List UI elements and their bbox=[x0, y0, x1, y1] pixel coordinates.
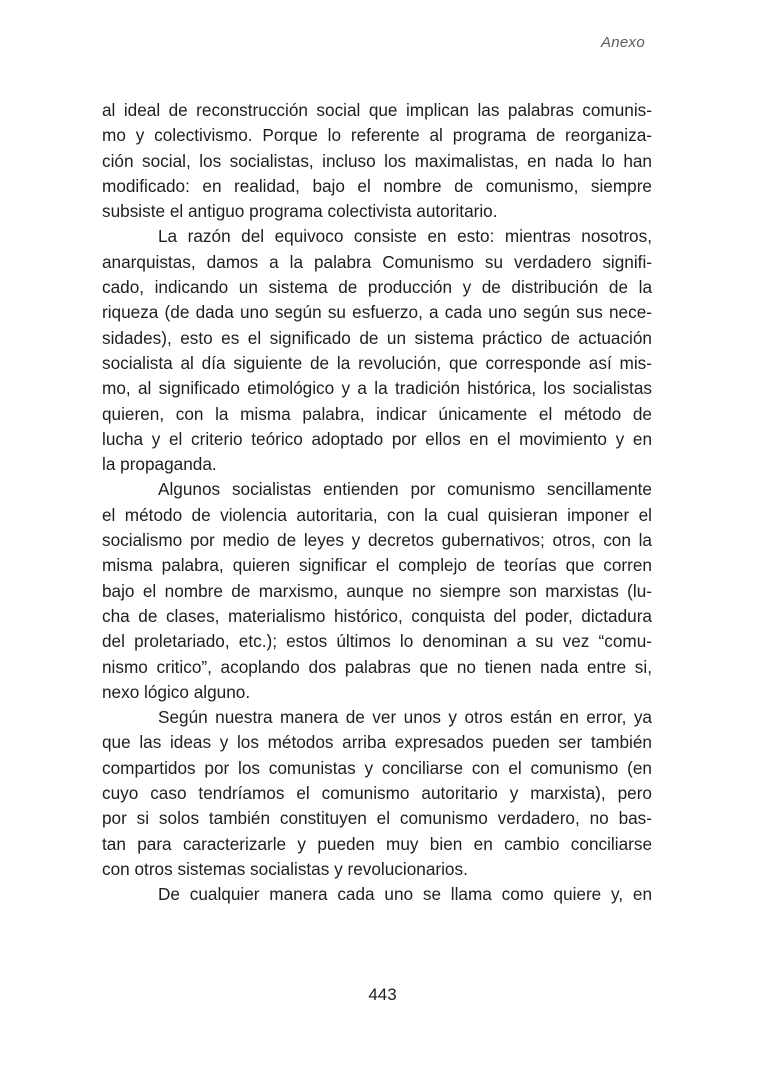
paragraph bbox=[102, 98, 652, 224]
paragraph bbox=[102, 705, 652, 882]
paragraph bbox=[102, 882, 652, 907]
text-line: mo y colectivismo. Porque lo referente al programa de reorganiza- bbox=[102, 125, 652, 146]
text-line: lucha y el criterio teórico adoptado por ellos en el movimiento y en bbox=[102, 428, 652, 449]
text-line: Algunos socialistas entienden por comunismo sencillamente bbox=[158, 479, 652, 500]
text-line: socialista al día siguiente de la revolución, que corresponde así mis- bbox=[102, 352, 652, 373]
text-line: cuyo caso tendríamos el comunismo autoritario y marxista), pero bbox=[102, 783, 652, 804]
text-line: ción social, los socialistas, incluso los maximalistas, en nada lo han bbox=[102, 150, 652, 171]
text-line: quieren, con la misma palabra, indicar únicamente el método de bbox=[102, 403, 652, 424]
paragraph bbox=[102, 477, 652, 705]
paragraph bbox=[102, 224, 652, 477]
text-line: el método de violencia autoritaria, con la cual quisieran imponer el bbox=[102, 504, 652, 525]
body-text bbox=[102, 98, 652, 908]
text-line: cha de clases, materialismo histórico, conquista del poder, dictadura bbox=[102, 605, 652, 626]
text-line: tan para caracterizarle y pueden muy bien en cambio conciliarse bbox=[102, 833, 652, 854]
text-line: De cualquier manera cada uno se llama como quiere y, en bbox=[158, 884, 652, 905]
text-line: bajo el nombre de marxismo, aunque no siempre son marxistas (lu- bbox=[102, 580, 652, 601]
text-line: Según nuestra manera de ver unos y otros están en error, ya bbox=[158, 707, 652, 728]
text-line: del proletariado, etc.); estos últimos lo denominan a su vez “comu- bbox=[102, 631, 652, 652]
text-line: que las ideas y los métodos arriba expresados pueden ser también bbox=[102, 732, 652, 753]
text-line: mo, al significado etimológico y a la tradición histórica, los socialistas bbox=[102, 378, 652, 399]
running-header: Anexo bbox=[600, 34, 645, 51]
page-number: 443 bbox=[368, 985, 397, 1004]
text-line: compartidos por los comunistas y conciliarse con el comunismo (en bbox=[102, 757, 652, 778]
text-line: por si solos también constituyen el comunismo verdadero, no bas- bbox=[102, 808, 652, 829]
text-line: riqueza (de dada uno según su esfuerzo, a cada uno según sus nece- bbox=[102, 302, 652, 323]
text-line: nismo critico”, acoplando dos palabras que no tienen nada entre si, bbox=[102, 656, 652, 677]
text-line: anarquistas, damos a la palabra Comunismo su verdadero signifi- bbox=[102, 251, 652, 272]
text-line: la propaganda. bbox=[102, 454, 217, 475]
text-line: modificado: en realidad, bajo el nombre de comunismo, siempre bbox=[102, 175, 652, 196]
text-line: cado, indicando un sistema de producción y de distribución de la bbox=[102, 277, 652, 298]
text-line: al ideal de reconstrucción social que implican las palabras comunis- bbox=[102, 100, 652, 120]
text-line: sidades), esto es el significado de un sistema práctico de actuación bbox=[102, 327, 652, 348]
text-line: La razón del equivoco consiste en esto: mientras nosotros, bbox=[158, 226, 652, 247]
text-line: nexo lógico alguno. bbox=[102, 681, 251, 702]
text-line: socialismo por medio de leyes y decretos gubernativos; otros, con la bbox=[102, 530, 652, 551]
text-line: misma palabra, quieren significar el complejo de teorías que corren bbox=[102, 555, 652, 576]
text-line: con otros sistemas socialistas y revolucionarios. bbox=[102, 858, 468, 879]
text-line: subsiste el antiguo programa colectivista autoritario. bbox=[102, 201, 498, 222]
